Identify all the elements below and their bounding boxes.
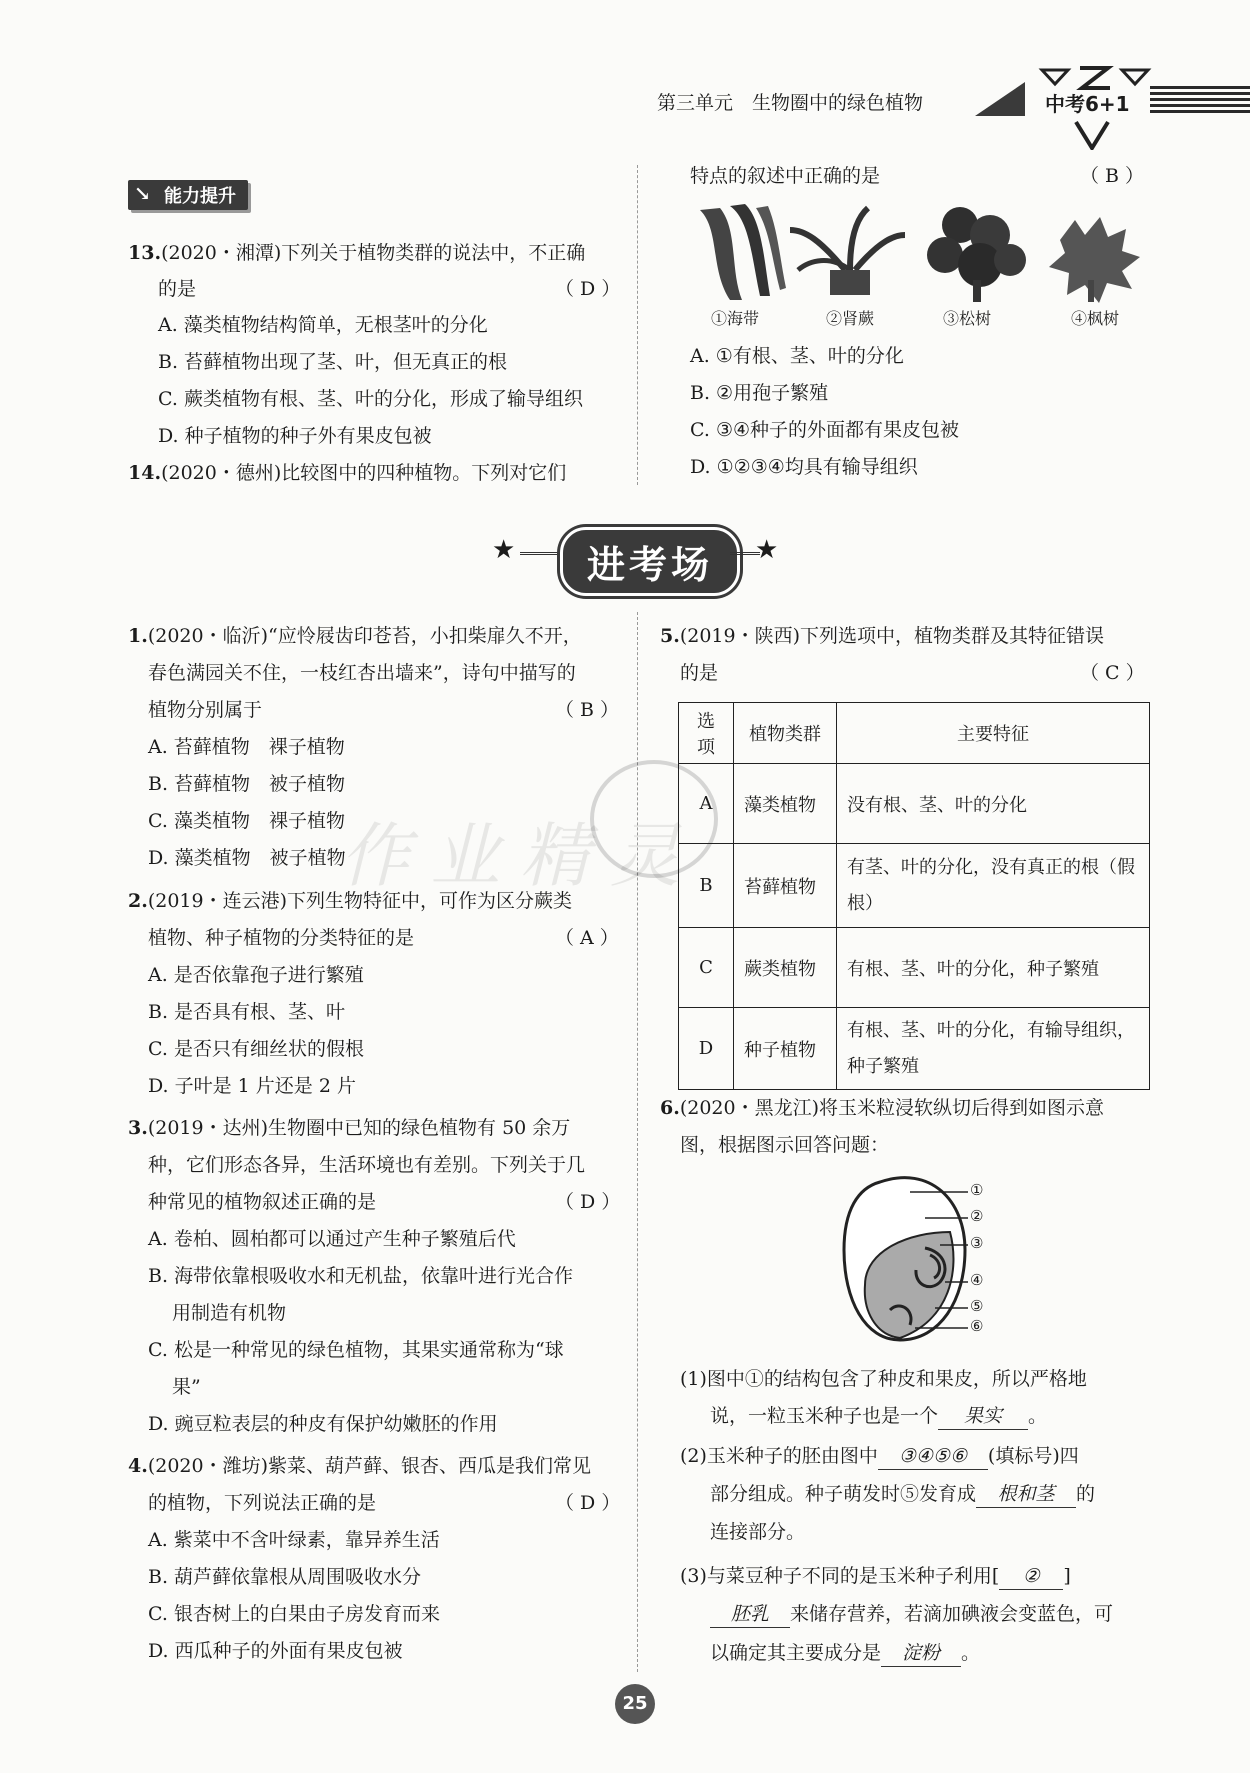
q14-option-c: C. ③④种子的外面都有果皮包被 [690,419,960,441]
pine-icon [927,207,1026,302]
q4-option-c: C. 银杏树上的白果由子房发育而来 [148,1603,440,1625]
q6-sub3-answer2: 胚乳 [710,1601,790,1628]
q3-option-c: C. 松是一种常见的绿色植物，其果实通常称为“球 [148,1339,564,1361]
banner-title: 进考场 [560,527,740,596]
q6-stem-1: (2020・黑龙江)将玉米粒浸软纵切后得到如图示意 [679,1097,1105,1119]
q13-option-b: B. 苔藓植物出现了茎、叶，但无真正的根 [158,351,508,373]
q2-option-a: A. 是否依靠孢子进行繁殖 [148,964,364,986]
q6-sub2-line2-end: 的 [1076,1483,1096,1505]
q5-number: 5. [660,625,680,647]
q1-stem-1: (2020・临沂)“应怜屐齿印苍苔，小扣柴扉久不开， [147,625,582,647]
q5-cell: B [679,844,734,928]
q6-sub1-answer: 果实 [938,1403,1028,1430]
q5-cell: 苔藓植物 [734,844,837,928]
plant-images [690,200,1160,305]
watermark-text: 作业精灵 [340,815,700,897]
q4-option-b: B. 葫芦藓依靠根从周围吸收水分 [148,1566,422,1588]
q14-answer: （ B ） [1080,165,1145,187]
q13-option-a: A. 藻类植物结构简单，无根茎叶的分化 [158,314,488,336]
q5-cell: 蕨类植物 [734,928,837,1008]
q1-option-d: D. 藻类植物 被子植物 [148,847,346,869]
q6-sub3-line3: 以确定其主要成分是 [710,1642,882,1664]
q5-row-b [679,844,1150,928]
q14-stem-2: 特点的叙述中正确的是 [690,165,881,187]
q6-sub1-line2: 说，一粒玉米种子也是一个 [710,1405,939,1427]
maple-icon [1049,217,1140,303]
q2-answer: （ A ） [555,927,619,949]
kelp-icon [700,204,786,300]
q6-sub3-line2: 来储存营养，若滴加碘液会变蓝色，可 [790,1603,1114,1625]
q3-stem-2: 种，它们形态各异，生活环境也有差别。下列关于几 [148,1154,586,1176]
q5-cell: 藻类植物 [734,764,837,844]
q13-option-d: D. 种子植物的种子外有果皮包被 [158,425,432,447]
banner-star-right-icon: ★ [755,535,779,565]
q6-sub2-line1: (2)玉米种子的胚由图中 [680,1445,878,1467]
q6-sub3-answer3: 淀粉 [881,1640,961,1667]
seed-label-6: ⑥ [970,1317,984,1335]
q14-option-b: B. ②用孢子繁殖 [690,382,829,404]
q6-sub3-bracket: ] [1063,1565,1071,1587]
q5-table [678,702,1150,1090]
q13-option-c: C. 蕨类植物有根、茎、叶的分化，形成了输导组织 [158,388,583,410]
q4-option-d: D. 西瓜种子的外面有果皮包被 [148,1640,403,1662]
q1-number: 1. [128,625,148,647]
header-decor-wedge [975,82,1025,116]
q6-sub1-end: 。 [1028,1405,1048,1427]
q5-cell: 没有根、茎、叶的分化 [837,764,1150,844]
q5-th-option: 选项 [679,703,734,764]
fern-icon [790,208,905,295]
q5-cell: 种子植物 [734,1008,837,1090]
q3-stem-3: 种常见的植物叙述正确的是 [148,1191,377,1213]
q5-th-feature: 主要特征 [837,703,1150,764]
q5-cell: 有根、茎、叶的分化，种子繁殖 [837,928,1150,1008]
arrow-icon: ↘ [134,181,151,205]
q4-number: 4. [128,1455,148,1477]
q1-option-c: C. 藻类植物 裸子植物 [148,810,345,832]
q5-row-c [679,928,1150,1008]
q14-option-d: D. ①②③④均具有输导组织 [690,456,918,478]
q6-sub2-line1-end: (填标号)四 [987,1445,1079,1467]
banner-star-left-icon: ★ [492,535,516,565]
q13-number: 13. [128,242,162,264]
q5-stem-2: 的是 [680,662,719,684]
q4-stem-2: 的植物，下列说法正确的是 [148,1492,377,1514]
q2-stem-2: 植物、种子植物的分类特征的是 [148,927,415,949]
page-number: 25 [615,1684,655,1724]
q3-option-b-cont: 用制造有机物 [172,1302,287,1324]
q1-option-b: B. 苔藓植物 被子植物 [148,773,346,795]
q3-stem-1: (2019・达州)生物圈中已知的绿色植物有 50 余万 [147,1117,571,1139]
q3-answer: （ D ） [555,1191,621,1213]
caption-fern: ②肾蕨 [825,309,874,328]
q6-stem-2: 图，根据图示回答问题： [680,1134,890,1156]
header-bars [1150,86,1250,116]
q13-stem-2: 的是 [158,278,197,300]
q1-stem-3: 植物分别属于 [148,699,263,721]
q1-stem-2: 春色满园关不住，一枝红杏出墙来”，诗句中描写的 [148,662,576,684]
q5-cell: 有茎、叶的分化，没有真正的根（假根） [837,844,1150,928]
caption-kelp: ①海带 [710,309,759,328]
q2-option-d: D. 子叶是 1 片还是 2 片 [148,1075,356,1097]
q1-answer: （ B ） [555,699,620,721]
q6-sub2-answer1: ③④⑤⑥ [878,1443,988,1470]
caption-maple: ④枫树 [1070,309,1119,328]
q13-stem-1: (2020・湘潭)下列关于植物类群的说法中，不正确 [161,242,586,264]
q5-answer: （ C ） [1080,662,1145,684]
seed-label-5: ⑤ [970,1297,984,1315]
q2-number: 2. [128,890,148,912]
banner-line-left [520,552,560,555]
q5-cell: D [679,1008,734,1090]
q6-sub2-answer2: 根和茎 [976,1481,1076,1508]
seed-label-4: ④ [970,1271,984,1289]
q4-stem-1: (2020・潍坊)紫菜、葫芦藓、银杏、西瓜是我们常见 [147,1455,592,1477]
q14-stem-1: (2020・德州)比较图中的四种植物。下列对它们 [161,462,567,484]
q3-option-a: A. 卷柏、圆柏都可以通过产生种子繁殖后代 [148,1228,516,1250]
q5-row-a [679,764,1150,844]
q6-sub3-answer1: ② [999,1563,1063,1590]
q5-stem-1: (2019・陕西)下列选项中，植物类群及其特征错误 [679,625,1105,647]
q6-sub2-line2: 部分组成。种子萌发时⑤发育成 [710,1483,977,1505]
q5-th-group: 植物类群 [734,703,837,764]
q3-option-d: D. 豌豆粒表层的种皮有保护幼嫩胚的作用 [148,1413,498,1435]
logo-text: 中考6+1 [1045,92,1130,116]
q5-cell: A [679,764,734,844]
unit-title: 第三单元 生物圈中的绿色植物 [657,92,924,114]
q5-cell: C [679,928,734,1008]
q2-stem-1: (2019・连云港)下列生物特征中，可作为区分蕨类 [147,890,573,912]
seed-label-1: ① [970,1181,984,1199]
q6-sub3-end: 。 [961,1642,981,1664]
q4-answer: （ D ） [555,1492,621,1514]
q6-sub2-line3: 连接部分。 [710,1521,806,1543]
q4-option-a: A. 紫菜中不含叶绿素，靠异养生活 [148,1529,440,1551]
column-divider-top [637,165,638,485]
q6-sub3-line1: (3)与菜豆种子不同的是玉米种子利用[ [680,1565,1000,1587]
q2-option-b: B. 是否具有根、茎、叶 [148,1001,346,1023]
q3-number: 3. [128,1117,148,1139]
section-title-text: 能力提升 [164,186,236,207]
q14-number: 14. [128,462,162,484]
q5-row-d [679,1008,1150,1090]
seed-label-2: ② [970,1207,984,1225]
seed-label-3: ③ [970,1234,984,1252]
caption-pine: ③松树 [942,309,991,328]
q3-option-c-cont: 果” [172,1376,201,1398]
q6-sub1-line1: (1)图中①的结构包含了种皮和果皮，所以严格地 [680,1368,1087,1390]
q14-option-a: A. ①有根、茎、叶的分化 [690,345,904,367]
q13-answer: （ D ） [555,278,621,300]
q1-option-a: A. 苔藓植物 裸子植物 [148,736,345,758]
q2-option-c: C. 是否只有细丝状的假根 [148,1038,364,1060]
q5-cell: 有根、茎、叶的分化，有输导组织，种子繁殖 [837,1008,1150,1090]
q3-option-b: B. 海带依靠根吸收水和无机盐，依靠叶进行光合作 [148,1265,574,1287]
q6-number: 6. [660,1097,680,1119]
